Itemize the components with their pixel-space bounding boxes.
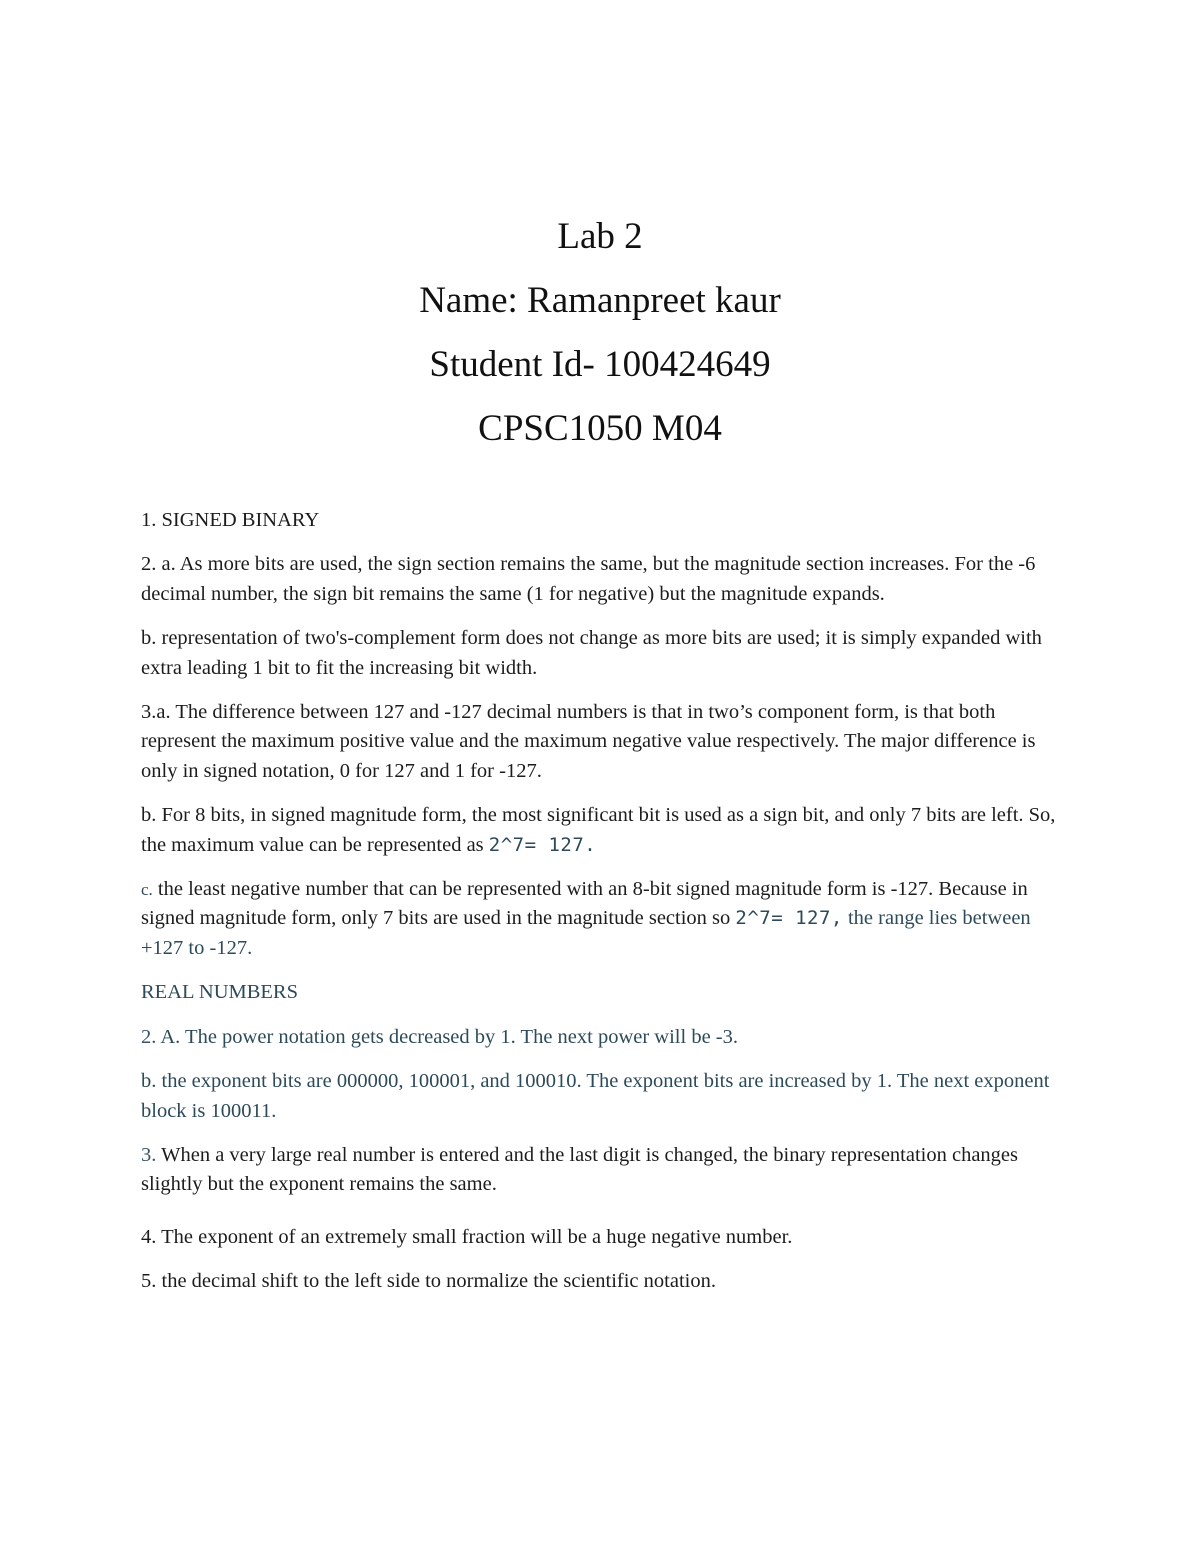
answer-2b: b. representation of two's-complement form does not change as more bits are used; it is simply expanded with extra leading 1 bit to fit the increasing bit width.: [141, 627, 1042, 679]
answer-3a: 3.a. The difference between 127 and -127 decimal numbers is that in two’s component form, is that both represent the maximum positive value and the maximum negative value respectively. The major difference is only in signed notation, 0 for 127 and 1 for -127.: [141, 701, 1036, 782]
answer-3c-formula: 2^7= 127,: [735, 907, 843, 930]
answer-3b-text: b. For 8 bits, in signed magnitude form, the most significant bit is used as a sign bit, and only 7 bits are left. So, the maximum value can be represented as: [141, 804, 1056, 856]
real-answer-4: 4. The exponent of an extremely small fraction will be a huge negative number.: [141, 1225, 793, 1248]
answer-3c-tail: the range lies between +127 to -127.: [141, 907, 1031, 959]
student-name: Name: Ramanpreet kaur: [419, 280, 781, 321]
lab-title: Lab 2: [557, 216, 643, 257]
document-header: [0, 205, 1200, 461]
real-answer-2a: [141, 1023, 1071, 1052]
answer-3c-text: the least negative number that can be represented with an 8-bit signed magnitude form is -127. Because in signed magnitude form, only 7 bits are used in the magnitude section so: [141, 878, 1028, 930]
real-answer-3-text: When a very large real number is entered and the last digit is changed, the binary representation changes slightly but the exponent remains the same.: [141, 1143, 1019, 1196]
student-id: Student Id- 100424649: [429, 344, 771, 385]
real-answer-2b: b. the exponent bits are 000000, 100001, and 100010. The exponent bits are increased by 1. The next exponent block is 100011.: [141, 1070, 1050, 1122]
real-numbers-heading: REAL NUMBERS: [141, 981, 298, 1004]
signed-binary-heading: 1. SIGNED BINARY: [141, 509, 320, 531]
answer-2a: 2. a. As more bits are used, the sign section remains the same, but the magnitude section increases. For the -6 decimal number, the sign bit remains the same (1 for negative) but the magnitude expands.: [141, 553, 1036, 605]
answer-3b-formula: 2^7= 127.: [488, 833, 597, 856]
real-answer-5: 5. the decimal shift to the left side to normalize the scientific notation.: [141, 1270, 716, 1293]
real-answer-3-prefix: 3.: [141, 1143, 157, 1166]
document-body: [141, 506, 1071, 1297]
real-answer-2a-text: A. The power notation gets decreased by 1. The next power will be -3.: [156, 1025, 739, 1048]
real-answer-3: [141, 1141, 1071, 1200]
answer-3b: [141, 801, 1071, 860]
course-code: CPSC1050 M04: [478, 408, 722, 449]
answer-3c: [141, 875, 1071, 963]
answer-3c-prefix: c.: [141, 880, 153, 900]
real-answer-2a-prefix: 2.: [141, 1025, 157, 1048]
